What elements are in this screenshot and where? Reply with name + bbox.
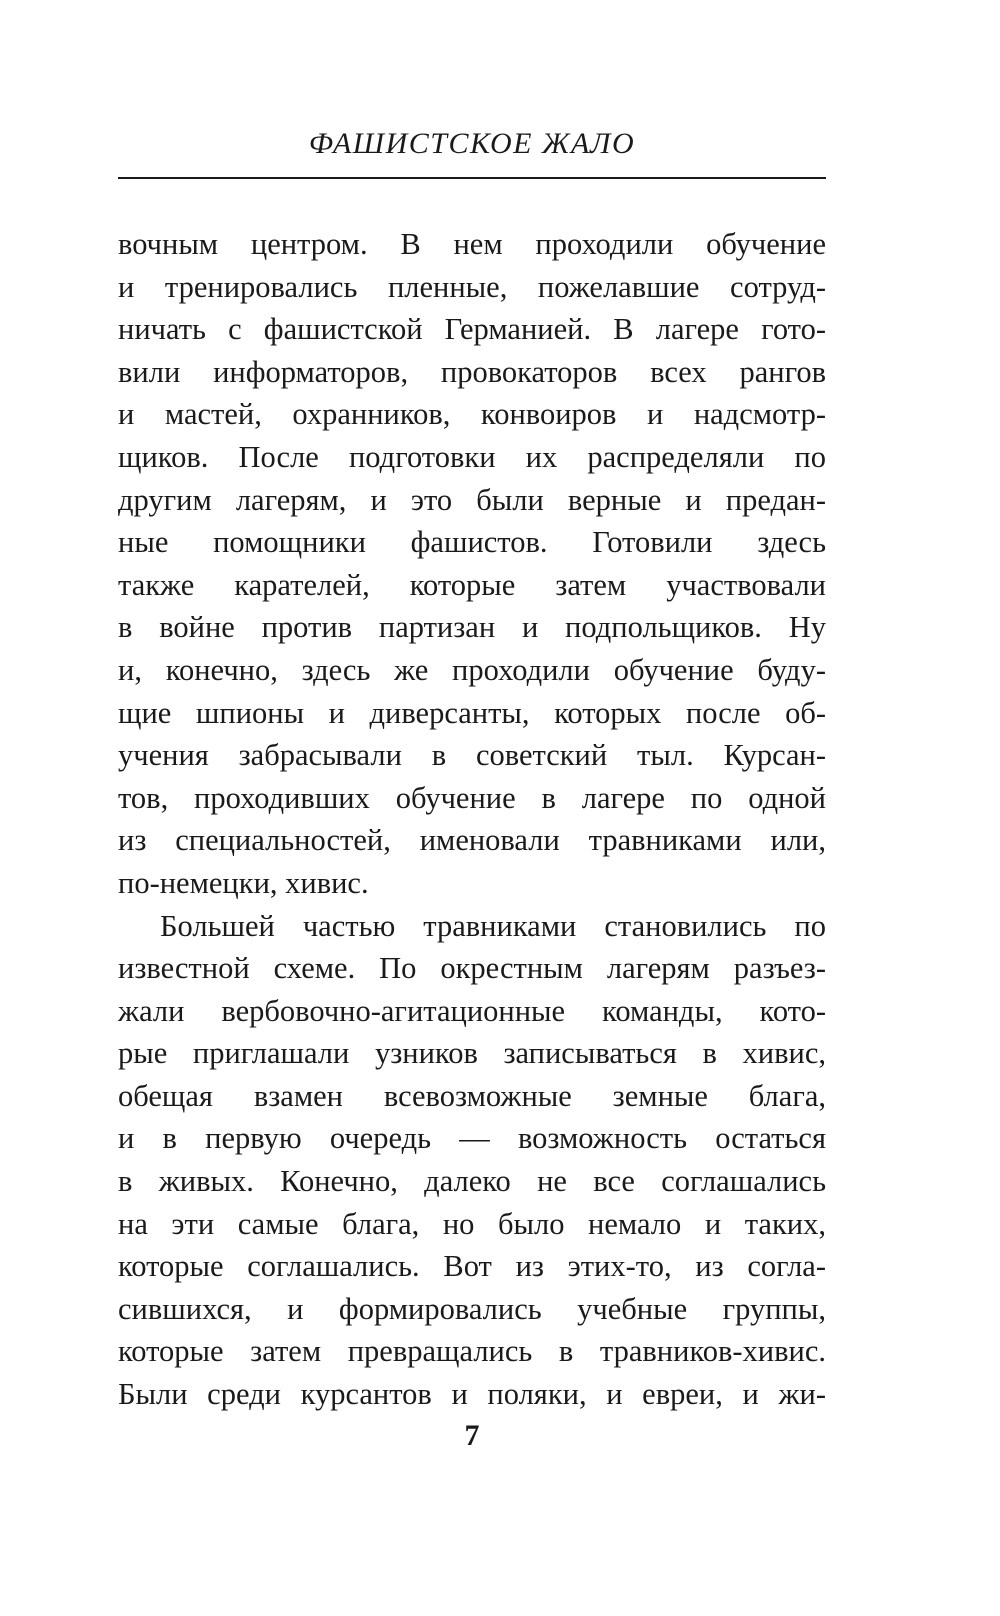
text-line: в войне против партизан и подпольщиков. Ну [118,610,826,645]
text-line: учения забрасывали в советский тыл. Курсан- [118,738,826,773]
text-line: ничать с фашистской Германией. В лагере гото- [118,312,826,347]
text-line: щие шпионы и диверсанты, которых после об- [118,695,826,730]
paragraph-1 [118,223,826,905]
text-line: по-немецки, хивис. [118,865,369,900]
text-line: также карателей, которые затем участвовали [118,567,826,602]
text-line: из специальностей, именовали травниками или, [118,823,826,858]
text-line: рые приглашали узников записываться в хивис, [118,1036,826,1071]
text-line: которые затем превращались в травников-хивис. [118,1334,826,1369]
text-line: вочным центром. В нем проходили обучение [118,227,826,261]
text-line: и в первую очередь — возможность остаться [118,1121,826,1156]
text-line: и тренировались пленные, пожелавшие сотруд- [118,269,826,304]
page-number: 7 [464,1419,480,1452]
text-line: в живых. Конечно, далеко не все соглашались [118,1164,826,1199]
text-line: жали вербовочно-агитационные команды, кото- [118,993,826,1028]
text-line: обещая взамен всевозможные земные блага, [118,1078,826,1113]
paragraph-2 [118,905,826,1416]
text-line: которые соглашались. Вот из этих-то, из согла- [118,1249,826,1284]
text-line: известной схеме. По окрестным лагерям разъез- [118,951,826,986]
text-line: тов, проходивших обучение в лагере по одной [118,780,826,815]
text-line: вили информаторов, провокаторов всех рангов [118,354,826,389]
text-line: сившихся, и формировались учебные группы, [118,1291,826,1326]
body-text [118,223,826,1416]
text-line: и мастей, охранников, конвоиров и надсмотр- [118,397,826,432]
text-line: и, конечно, здесь же проходили обучение буду- [118,652,826,687]
text-line: на эти самые блага, но было немало и таких, [118,1206,826,1241]
text-line: другим лагерям, и это были верные и предан- [118,482,826,517]
text-line: Были среди курсантов и поляки, и евреи, и жи- [118,1377,826,1412]
header-rule [118,177,826,179]
text-line: щиков. После подготовки их распределяли по [118,439,826,474]
running-head: ФАШИСТСКОЕ ЖАЛО [308,127,636,160]
text-line: Большей частью травниками становились по [160,908,826,943]
text-line: ные помощники фашистов. Готовили здесь [118,525,826,560]
